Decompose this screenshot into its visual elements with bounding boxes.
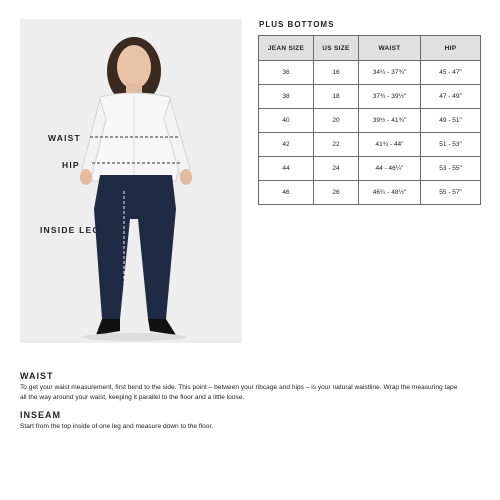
cell-us-size: 22 xyxy=(314,133,359,157)
table-header-row xyxy=(259,36,481,61)
cell-jean-size: 44 xyxy=(259,157,314,181)
header-jean-size: JEAN SIZE xyxy=(259,36,314,61)
header-hip: HIP xyxy=(421,36,481,61)
cell-hip: 51 - 53" xyxy=(421,133,481,157)
waist-heading: WAIST xyxy=(20,371,54,381)
cell-jean-size: 40 xyxy=(259,109,314,133)
header-us-size: US SIZE xyxy=(314,36,359,61)
cell-us-size: 24 xyxy=(314,157,359,181)
inside-leg-label: INSIDE LEG xyxy=(40,225,101,235)
cell-us-size: 18 xyxy=(314,85,359,109)
cell-waist: 46¼ - 48½" xyxy=(359,181,421,205)
cell-us-size: 20 xyxy=(314,109,359,133)
cell-jean-size: 42 xyxy=(259,133,314,157)
cell-waist: 41¾ - 44" xyxy=(359,133,421,157)
cell-waist: 44 - 46¼" xyxy=(359,157,421,181)
model-illustration xyxy=(20,19,242,343)
cell-hip: 45 - 47" xyxy=(421,61,481,85)
inseam-heading: INSEAM xyxy=(20,410,62,420)
inseam-instructions: Start from the top inside of one leg and measure down to the floor. xyxy=(20,423,214,430)
table-row xyxy=(259,157,481,181)
cell-waist: 34¼ - 37¾" xyxy=(359,61,421,85)
table-row xyxy=(259,181,481,205)
cell-us-size: 26 xyxy=(314,181,359,205)
face xyxy=(117,45,151,89)
cell-hip: 49 - 51" xyxy=(421,109,481,133)
cell-us-size: 16 xyxy=(314,61,359,85)
table-row xyxy=(259,109,481,133)
cell-waist: 37¾ - 39½" xyxy=(359,85,421,109)
hip-label: HIP xyxy=(62,160,80,170)
header-waist: WAIST xyxy=(359,36,421,61)
jeans xyxy=(94,175,176,319)
table-row xyxy=(259,61,481,85)
model-photo xyxy=(20,19,242,343)
size-table xyxy=(258,35,481,205)
table-row xyxy=(259,133,481,157)
cell-hip: 55 - 57" xyxy=(421,181,481,205)
waist-label: WAIST xyxy=(48,133,81,143)
waist-instructions: To get your waist measurement, first bend to the side. This point – between your ribcage and hips – is your natural waistline. Wrap the measuring tape all the way around your waist, keeping it parallel to the floor and a little loose. xyxy=(20,384,458,401)
table-title: PLUS BOTTOMS xyxy=(259,20,335,29)
cell-jean-size: 36 xyxy=(259,61,314,85)
table-row xyxy=(259,85,481,109)
cell-hip: 53 - 55" xyxy=(421,157,481,181)
cell-waist: 39½ - 41¾" xyxy=(359,109,421,133)
cell-jean-size: 46 xyxy=(259,181,314,205)
cell-jean-size: 38 xyxy=(259,85,314,109)
cell-hip: 47 - 49" xyxy=(421,85,481,109)
